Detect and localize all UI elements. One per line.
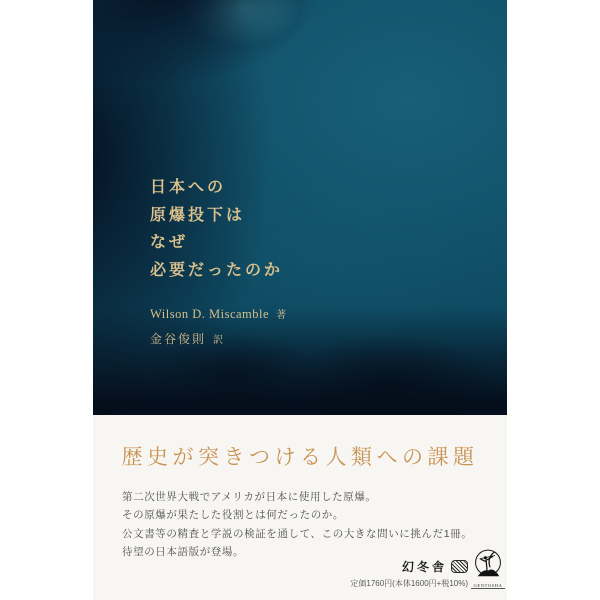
book-title bbox=[150, 174, 283, 284]
archer-logo-icon bbox=[471, 548, 505, 580]
credits bbox=[150, 306, 286, 347]
publisher-logo-caption: GENTOSHA bbox=[471, 583, 505, 589]
title-line: 必要だったのか bbox=[150, 261, 284, 279]
publisher-logo-column bbox=[471, 548, 505, 589]
price-text: 定価1760円(本体1600円+税10%) bbox=[350, 579, 468, 588]
publisher-name: 幻冬舎 bbox=[401, 560, 447, 574]
blurb-line: 待望の日本語版が登場。 bbox=[122, 546, 245, 559]
translator-line bbox=[150, 330, 286, 347]
author-line bbox=[150, 306, 286, 322]
title-line: なぜ bbox=[150, 234, 189, 251]
translator-name: 金谷俊則 bbox=[150, 332, 207, 346]
title-line: 原爆投下は bbox=[150, 206, 246, 224]
publisher-block bbox=[350, 548, 505, 589]
title-line: 日本への bbox=[150, 179, 227, 196]
book-cover[interactable] bbox=[93, 0, 507, 600]
blurb-line: 第二次世界大戦でアメリカが日本に使用した原爆。 bbox=[122, 491, 377, 503]
blurb-line: 公文書等の精査と学説の検証を通して、この大きな問いに挑んだ1冊。 bbox=[122, 527, 473, 540]
tagline-headline: 歴史が突きつける人類への課題 bbox=[121, 445, 479, 469]
blurb-line: その原爆が果たした役割とは何だったのか。 bbox=[122, 509, 344, 522]
publisher-name-row bbox=[350, 558, 468, 575]
publisher-text-column bbox=[350, 558, 468, 589]
translator-role: 訳 bbox=[213, 335, 224, 346]
mushroom-cloud-photo bbox=[93, 0, 507, 415]
bottom-band bbox=[93, 415, 507, 600]
author-name: Wilson D. Miscamble bbox=[150, 307, 270, 321]
publisher-seal-icon bbox=[451, 560, 468, 573]
author-role: 著 bbox=[276, 310, 287, 321]
